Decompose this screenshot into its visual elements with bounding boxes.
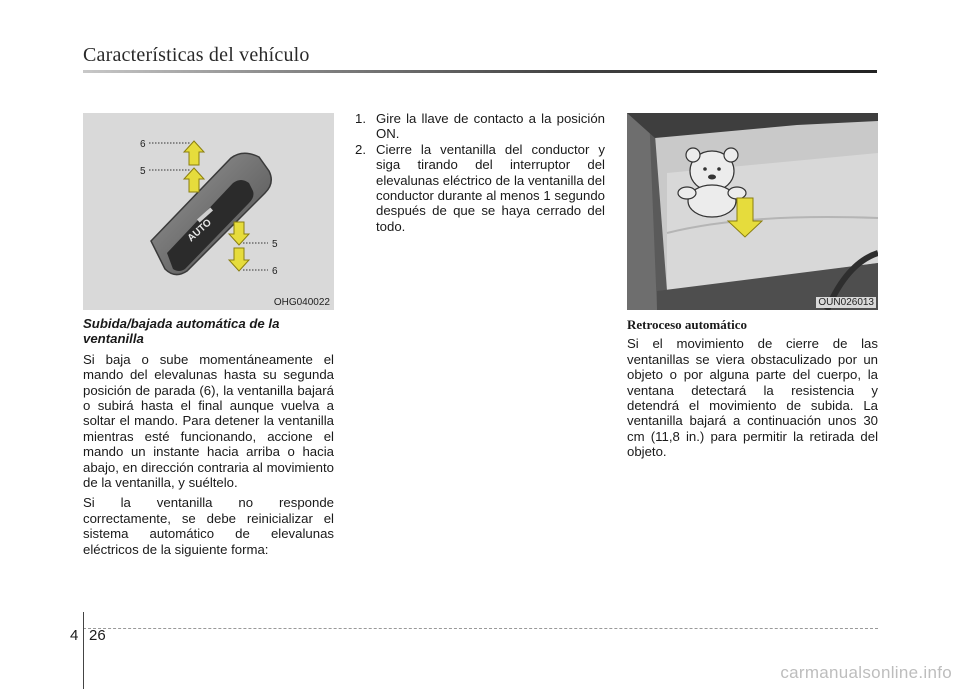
list-item — [355, 111, 605, 142]
footer-vertical-rule — [83, 612, 84, 689]
auto-label: AUTO — [185, 217, 214, 245]
steps-list — [355, 111, 605, 234]
list-item — [355, 142, 605, 234]
callout-label: 6 — [140, 139, 146, 150]
down-arrow-icon — [229, 248, 249, 271]
car-window-figure — [627, 113, 878, 310]
step-text: Gire la llave de contacto a la posición ON. — [376, 111, 605, 142]
section-heading: Retroceso automático — [627, 317, 747, 332]
step-text: Cierre la ventanilla del conductor y siga tirando del interruptor del elevalunas eléctrico de la ventanilla del conductor durante al menos 1 segundo después de que se haya cerrado del todo. — [376, 141, 605, 234]
auto-reverse-section — [627, 317, 878, 465]
section-subheading: Subida/bajada automática de la ventanilla — [83, 316, 280, 347]
step-number: 2. — [355, 141, 366, 157]
up-arrow-icon — [184, 141, 204, 165]
callout-label: 6 — [272, 266, 278, 277]
window-switch-figure — [83, 113, 334, 310]
watermark: carmanualsonline.info — [780, 663, 952, 682]
callout-label: 5 — [140, 166, 146, 177]
paragraph: Si el movimiento de cierre de las ventanillas se viera obstaculizado por un objeto o por alguna parte del cuerpo, la ventana detectará la resistencia y detendrá el movimiento de subida. La ventanilla bajará a continuación unos 30 cm (11,8 in.) para permitir la retirada del objeto. — [627, 336, 878, 460]
paragraph: Si baja o sube momentáneamente el mando del elevalunas hasta su segunda posición de parada (6), la ventanilla bajará o subirá hasta el final aunque vuelva a soltar el mando. Para detener la ventanilla mientras esté funcionando, accione el mando un instante hacia arriba o hacia abajo, en dirección contraria al movimiento de la ventanilla, y suéltelo. — [83, 351, 334, 491]
window-switch-illustration — [83, 113, 334, 310]
figure-code: OHG040022 — [273, 297, 330, 308]
page-number: 26 — [89, 627, 106, 644]
header-title: Características del vehículo — [83, 44, 310, 66]
footer-divider — [83, 628, 878, 629]
figure-code: OUN026013 — [818, 297, 874, 308]
car-window-illustration — [627, 113, 878, 310]
paragraph: Si la ventanilla no responde correctamente, se debe reinicializar el sistema automático de elevalunas eléctricos de la siguiente forma: — [83, 495, 334, 557]
header-rule — [83, 70, 877, 73]
callout-label: 5 — [272, 239, 278, 250]
chapter-number: 4 — [70, 627, 79, 644]
auto-window-section — [83, 316, 334, 562]
step-number: 1. — [355, 111, 366, 126]
reset-steps — [355, 111, 605, 234]
